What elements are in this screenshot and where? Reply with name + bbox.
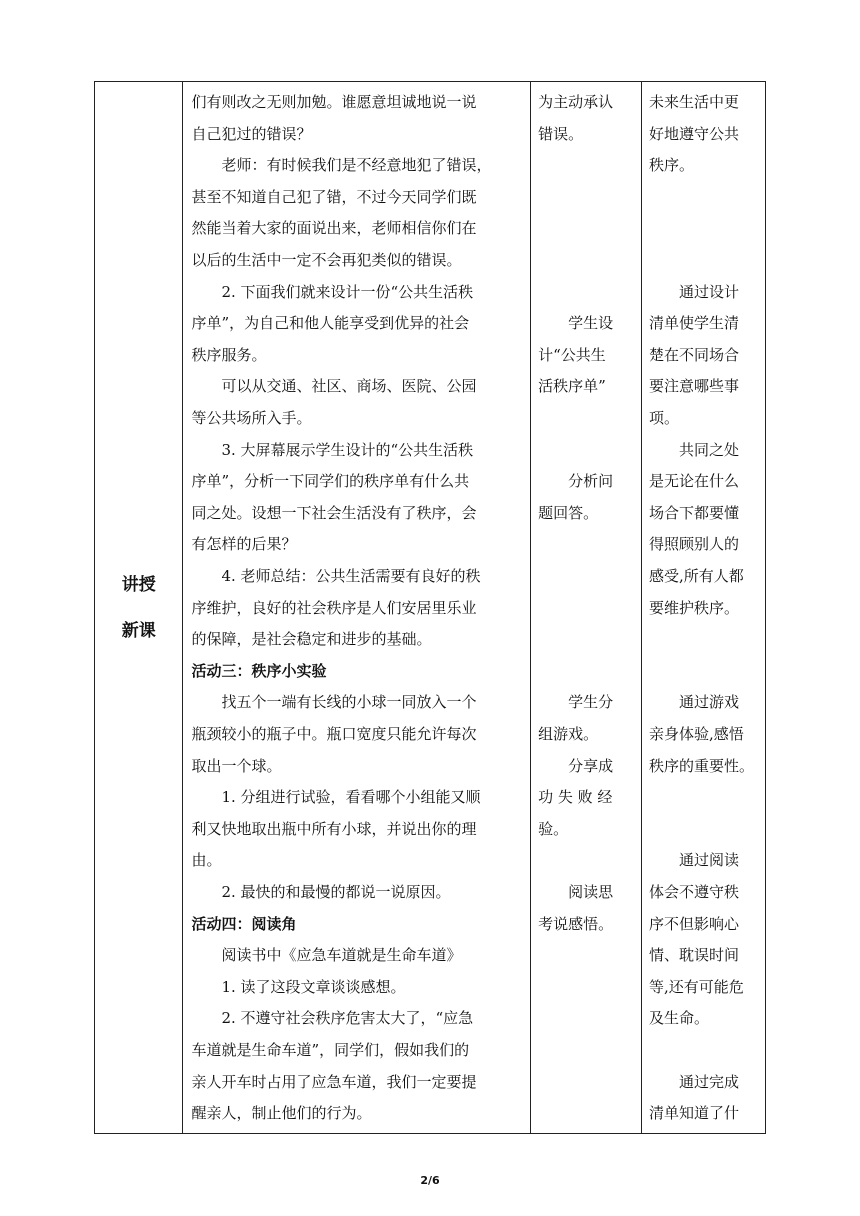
design-intent-text (642, 82, 765, 1133)
text-line: 通过设计 (678, 282, 739, 301)
student-activity-text (531, 82, 641, 1133)
lesson-plan-table (94, 81, 766, 1134)
text-line: 序不但影响心 (648, 914, 739, 933)
text-line: 秩序服务。 (191, 345, 267, 364)
text-line: 车道就是生命车道”，同学们，假如我们的 (191, 1041, 470, 1059)
text-line: 有怎样的后果？ (191, 535, 297, 554)
text-line: 学生设 (568, 314, 614, 333)
text-line: 楚在不同场合 (648, 345, 739, 364)
page-number: 2/6 (420, 1174, 440, 1187)
design-intent-cell (641, 82, 765, 1134)
text-line: 3. 大屏幕展示学生设计的“公共生活秩 (221, 440, 474, 459)
text-line: 通过游戏 (678, 693, 739, 712)
text-line: 通过完成 (678, 1072, 739, 1091)
text-line: 1. 分组进行试验，看看哪个小组能又顺 (221, 788, 481, 807)
text-line: 分析问 (568, 472, 614, 491)
text-line: 们有则改之无则加勉。谁愿意坦诚地说一说 (191, 93, 477, 111)
text-line: 场合下都要懂 (648, 503, 739, 522)
text-line: 分享成 (568, 756, 614, 775)
text-line: 然能当着大家的面说出来，老师相信你们在 (191, 219, 477, 238)
text-line: 清单使学生清 (648, 314, 739, 333)
text-line: 功 失 败 经 (538, 788, 613, 807)
section-label-line: 新课 (121, 620, 156, 641)
text-line: 计“公共生 (538, 345, 606, 364)
text-line: 序维护，良好的社会秩序是人们安居里乐业 (191, 598, 477, 617)
text-line: 体会不遵守秩 (648, 883, 739, 901)
text-line: 学生分 (568, 693, 614, 712)
text-line: 2. 下面我们就来设计一份“公共生活秩 (221, 282, 474, 301)
text-line: 取出一个球。 (191, 756, 282, 775)
text-line: 序单”，分析一下同学们的秩序单有什么共 (191, 472, 470, 491)
text-line: 活秩序单” (538, 377, 606, 396)
text-line: 4. 老师总结：公共生活需要有良好的秩 (221, 567, 481, 585)
text-line: 可以从交通、社区、商场、医院、公园 (221, 377, 477, 396)
text-line: 情、耽误时间 (648, 946, 739, 965)
text-line: 1. 读了这段文章谈谈感想。 (221, 977, 406, 996)
text-line: 醒亲人，制止他们的行为。 (191, 1104, 372, 1123)
text-line: 找五个一端有长线的小球一同放入一个 (221, 693, 477, 712)
text-line: 由。 (191, 851, 222, 870)
text-line: 以后的生活中一定不会再犯类似的错误。 (191, 251, 462, 269)
text-line: 等,还有可能危 (648, 977, 744, 996)
text-line: 2. 最快的和最慢的都说一说原因。 (221, 883, 451, 901)
text-line: 等公共场所入手。 (191, 409, 312, 427)
text-line: 及生命。 (648, 1009, 709, 1028)
text-line: 老师：有时候我们是不经意地犯了错误， (221, 156, 492, 175)
text-line: 的保障，是社会稳定和进步的基础。 (191, 630, 432, 649)
text-line: 甚至不知道自己犯了错，不过今天同学们既 (191, 187, 477, 206)
text-line: 阅读书中《应急车道就是生命车道》 (221, 946, 462, 965)
text-line: 考说感悟。 (538, 914, 614, 933)
text-line: 2. 不遵守社会秩序危害太大了，“应急 (221, 1009, 474, 1028)
text-line: 自己犯过的错误？ (191, 124, 312, 143)
table-row (95, 82, 766, 1134)
section-label-line: 讲授 (121, 574, 156, 595)
text-line: 未来生活中更 (648, 93, 739, 111)
teaching-process-cell (183, 82, 531, 1134)
text-line: 亲人开车时占用了应急车道，我们一定要提 (191, 1072, 477, 1091)
text-line: 同之处。设想一下社会生活没有了秩序，会 (191, 503, 477, 522)
text-line: 感受,所有人都 (648, 567, 744, 585)
text-line: 组游戏。 (538, 725, 599, 743)
text-line: 错误。 (538, 124, 584, 143)
text-line: 通过阅读 (678, 851, 739, 870)
text-line: 阅读思 (568, 883, 614, 901)
text-line: 清单知道了什 (648, 1104, 739, 1123)
text-line: 序单”，为自己和他人能享受到优异的社会 (191, 314, 470, 333)
text-line: 项。 (648, 409, 679, 427)
student-activity-cell (531, 82, 642, 1134)
activity-heading: 活动四：阅读角 (191, 914, 297, 933)
text-line: 秩序的重要性。 (648, 756, 754, 775)
text-line: 要维护秩序。 (648, 598, 739, 617)
text-line: 好地遵守公共 (648, 124, 739, 143)
text-line: 题回答。 (538, 503, 599, 522)
text-line: 验。 (538, 819, 569, 838)
text-line: 利又快地取出瓶中所有小球，并说出你的理 (191, 819, 477, 838)
activity-heading: 活动三：秩序小实验 (191, 661, 327, 680)
text-line: 要注意哪些事 (648, 377, 739, 396)
text-line: 亲身体验,感悟 (648, 725, 744, 743)
text-line: 为主动承认 (538, 93, 614, 111)
text-line: 共同之处 (678, 440, 739, 459)
text-line: 瓶颈较小的瓶子中。瓶口宽度只能允许每次 (191, 725, 477, 743)
section-label-cell (95, 82, 183, 1134)
text-line: 得照顾别人的 (648, 535, 739, 554)
teaching-process-text (183, 82, 530, 1133)
text-line: 秩序。 (648, 156, 694, 175)
text-line: 是无论在什么 (648, 472, 739, 491)
